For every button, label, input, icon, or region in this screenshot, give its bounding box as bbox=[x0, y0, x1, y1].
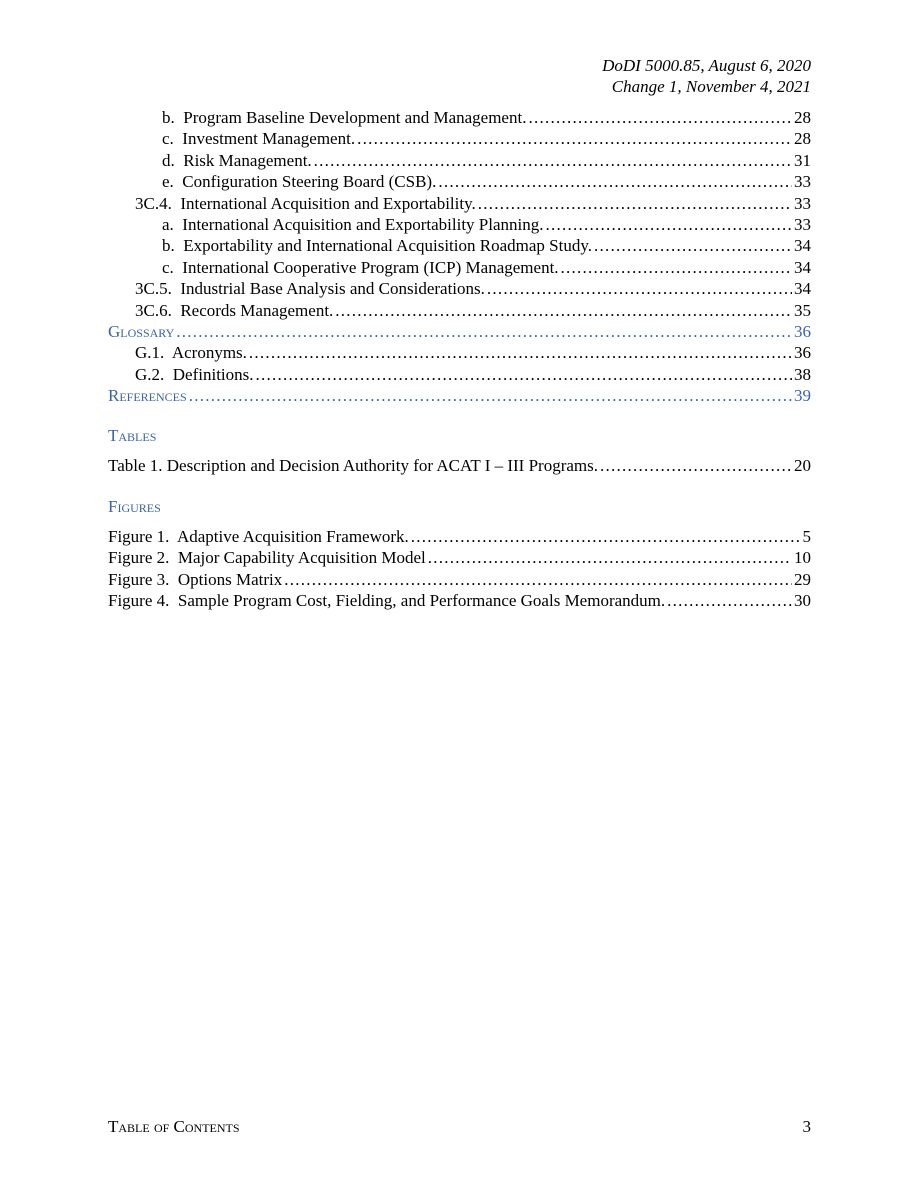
dot-leader bbox=[546, 215, 793, 235]
toc-entry-page: 36 bbox=[794, 321, 811, 341]
toc-entry-label: c. International Cooperative Program (ICP) Management. bbox=[162, 257, 559, 277]
toc-entry[interactable] bbox=[108, 258, 811, 279]
toc-entry[interactable] bbox=[108, 322, 811, 343]
dot-leader bbox=[357, 129, 792, 149]
toc-entry-page: 5 bbox=[802, 526, 811, 546]
toc-entry[interactable] bbox=[108, 301, 811, 322]
toc-entry-label: b. Program Baseline Development and Management. bbox=[162, 108, 527, 127]
dot-leader bbox=[478, 194, 792, 214]
toc-entry-page: 10 bbox=[794, 548, 811, 568]
toc-entry-page: 33 bbox=[794, 172, 811, 192]
toc-entry-label: Glossary bbox=[108, 321, 175, 341]
toc-entry-label: 3C.6. Records Management. bbox=[135, 300, 334, 320]
figure-list-entry[interactable] bbox=[108, 591, 811, 612]
dot-leader bbox=[594, 236, 792, 256]
toc-entry-page: 34 bbox=[794, 279, 811, 299]
table-list-entry[interactable] bbox=[108, 456, 811, 477]
toc-entry[interactable] bbox=[108, 151, 811, 172]
dot-leader bbox=[314, 151, 792, 171]
figures-heading: Figures bbox=[108, 496, 161, 516]
toc-entry[interactable] bbox=[108, 279, 811, 300]
page-number: 3 bbox=[802, 1117, 811, 1136]
toc-entry[interactable] bbox=[108, 215, 811, 236]
spacer bbox=[108, 447, 811, 456]
toc-entry[interactable] bbox=[108, 386, 811, 407]
toc-entry-label: d. Risk Management. bbox=[162, 150, 312, 170]
dot-leader bbox=[176, 322, 792, 342]
toc-entry-page: 33 bbox=[794, 214, 811, 234]
dot-leader bbox=[335, 301, 792, 321]
spacer bbox=[108, 478, 811, 497]
toc-entry-label: 3C.4. International Acquisition and Exportability. bbox=[135, 193, 476, 213]
toc-entry-page: 28 bbox=[794, 108, 811, 127]
toc-entry[interactable] bbox=[108, 365, 811, 386]
document-header bbox=[602, 55, 811, 97]
toc-entry-label: b. Exportability and International Acquisition Roadmap Study. bbox=[162, 236, 592, 256]
toc-entry[interactable] bbox=[108, 129, 811, 150]
dot-leader bbox=[667, 591, 792, 611]
toc-entry-label: Figure 2. Major Capability Acquisition Model bbox=[108, 548, 426, 568]
toc-entry-page: 35 bbox=[794, 300, 811, 320]
toc-entry-label: Figure 4. Sample Program Cost, Fielding, and Performance Goals Memorandum. bbox=[108, 591, 666, 611]
toc-entry-page: 38 bbox=[794, 364, 811, 384]
tables-heading: Tables bbox=[108, 426, 157, 446]
toc-entry-page: 33 bbox=[794, 193, 811, 213]
dot-leader bbox=[256, 365, 792, 385]
footer-section-title: Table of Contents bbox=[108, 1117, 240, 1136]
toc-entry[interactable] bbox=[108, 343, 811, 364]
dot-leader bbox=[561, 258, 792, 278]
toc-entry-page: 34 bbox=[794, 236, 811, 256]
dot-leader bbox=[600, 456, 792, 476]
toc-entry-page: 31 bbox=[794, 150, 811, 170]
toc-entry[interactable] bbox=[108, 108, 811, 129]
figure-list-entry[interactable] bbox=[108, 527, 811, 548]
toc-entry-page: 28 bbox=[794, 129, 811, 149]
tables-list bbox=[108, 456, 811, 477]
spacer bbox=[108, 407, 811, 426]
toc-entry-label: 3C.5. Industrial Base Analysis and Considerations. bbox=[135, 279, 485, 299]
figure-list-entry[interactable] bbox=[108, 548, 811, 569]
spacer bbox=[108, 518, 811, 527]
toc-entry-label: c. Investment Management. bbox=[162, 129, 356, 149]
toc-entry-label: e. Configuration Steering Board (CSB). bbox=[162, 172, 437, 192]
toc-entry-label: G.2. Definitions. bbox=[135, 364, 254, 384]
toc-entry-label: a. International Acquisition and Exportability Planning. bbox=[162, 214, 544, 234]
figure-list-entry[interactable] bbox=[108, 570, 811, 591]
dot-leader bbox=[189, 386, 792, 406]
toc-entry-label: Figure 3. Options Matrix bbox=[108, 569, 283, 589]
toc-entry-page: 29 bbox=[794, 569, 811, 589]
figures-list bbox=[108, 527, 811, 613]
table-of-contents bbox=[108, 108, 811, 612]
header-change: Change 1, November 4, 2021 bbox=[611, 77, 811, 96]
toc-entry-label: G.1. Acronyms. bbox=[135, 343, 247, 363]
toc-entry-page: 30 bbox=[794, 591, 811, 611]
page-footer bbox=[108, 1117, 811, 1137]
header-doc-id: DoDI 5000.85, August 6, 2020 bbox=[602, 56, 811, 75]
toc-entry-page: 20 bbox=[794, 456, 811, 476]
toc-entry-label: References bbox=[108, 386, 187, 406]
dot-leader bbox=[528, 108, 792, 128]
toc-entry-page: 34 bbox=[794, 257, 811, 277]
toc-entry[interactable] bbox=[108, 194, 811, 215]
dot-leader bbox=[438, 172, 792, 192]
dot-leader bbox=[284, 570, 792, 590]
toc-entry[interactable] bbox=[108, 236, 811, 257]
dot-leader bbox=[428, 548, 792, 568]
toc-entry-page: 39 bbox=[794, 386, 811, 406]
toc-entry-label: Table 1. Description and Decision Authority for ACAT I – III Programs. bbox=[108, 456, 598, 476]
toc-entries bbox=[108, 108, 811, 407]
toc-entry-page: 36 bbox=[794, 343, 811, 363]
dot-leader bbox=[249, 343, 792, 363]
dot-leader bbox=[411, 527, 801, 547]
dot-leader bbox=[487, 279, 792, 299]
toc-entry[interactable] bbox=[108, 172, 811, 193]
toc-entry-label: Figure 1. Adaptive Acquisition Framework. bbox=[108, 526, 409, 546]
